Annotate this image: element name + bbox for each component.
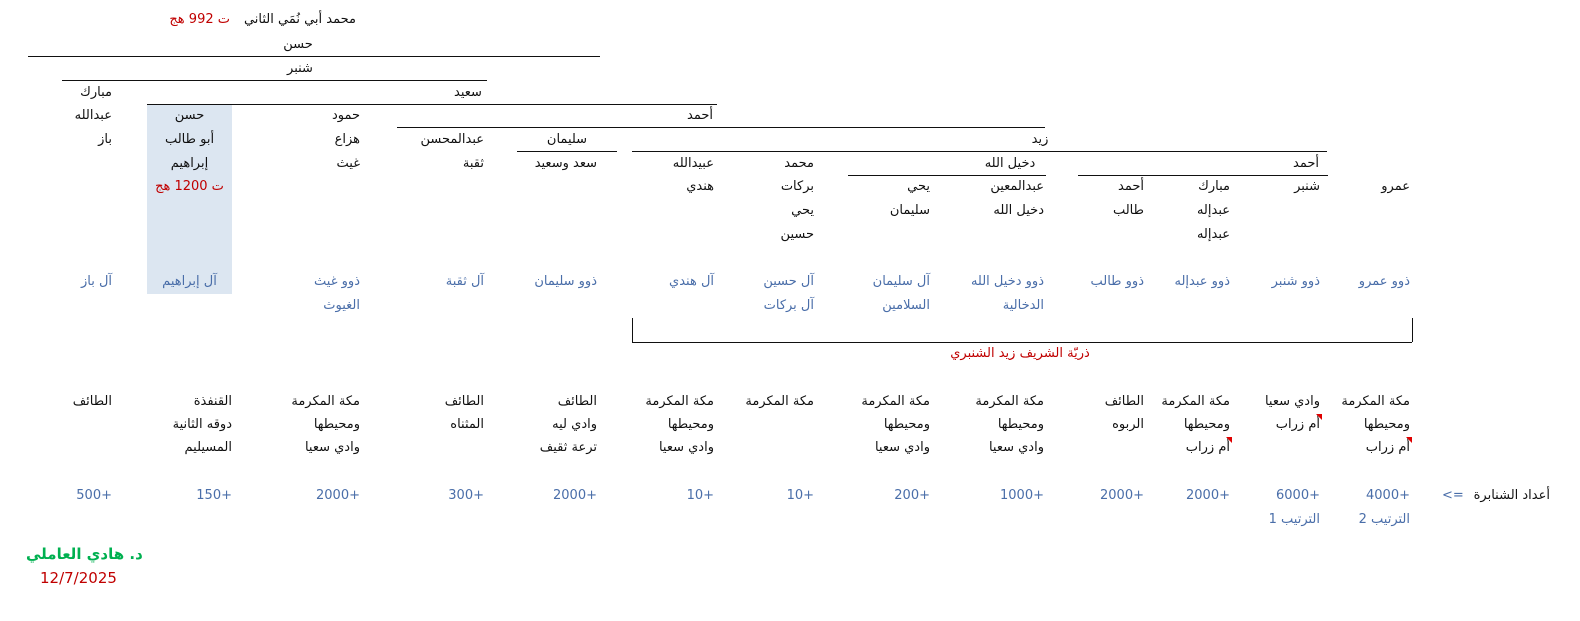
gen8-abdilah-2: عبدإله bbox=[1196, 227, 1230, 242]
loc-sulaiman2-1: مكة المكرمة bbox=[861, 394, 930, 409]
loc-baz-1: الطائف bbox=[72, 394, 112, 409]
gen5-ahmad: أحمد bbox=[687, 108, 713, 123]
loc-talib-1: الطائف bbox=[1104, 394, 1144, 409]
gen2-hasan: حسن bbox=[283, 37, 313, 52]
loc-ghaith-1: مكة المكرمة bbox=[291, 394, 360, 409]
root-name: محمد أبي نُمَي الثاني bbox=[243, 12, 356, 27]
loc-hindi-2: ومحيطها bbox=[667, 417, 714, 432]
loc-sulaiman2-2: ومحيطها bbox=[883, 417, 930, 432]
gen8-dakhilallah: دخيل الله bbox=[993, 203, 1044, 218]
gen8-yahya-dakhil: يحي bbox=[907, 179, 930, 194]
clan-amro: ذوو عمرو bbox=[1358, 274, 1410, 289]
loc-amro-3: أم زراب bbox=[1365, 440, 1410, 455]
gen5-abdullah: عبدالله bbox=[74, 108, 112, 123]
zaid-descendants-label: ذريّة الشريف زيد الشنبري bbox=[950, 346, 1090, 361]
gen8-ahmad: أحمد bbox=[1118, 179, 1144, 194]
count-dakhilallah: 1000+ bbox=[1000, 488, 1044, 503]
clan-shanbar: ذوو شنبر bbox=[1271, 274, 1320, 289]
loc-hindi-1: مكة المكرمة bbox=[645, 394, 714, 409]
count-sulaiman2: 200+ bbox=[894, 488, 930, 503]
loc-husain-1: مكة المكرمة bbox=[745, 394, 814, 409]
loc-thaqba-2: المثناه bbox=[450, 417, 484, 432]
loc-dakhilallah-1: مكة المكرمة bbox=[975, 394, 1044, 409]
clan-talib: ذوو طالب bbox=[1090, 274, 1144, 289]
comment-flag-icon[interactable] bbox=[1226, 437, 1232, 443]
bracket-left bbox=[632, 318, 633, 342]
hasan-death-date: ت 1200 هج bbox=[155, 179, 224, 194]
loc-dakhilallah-2: ومحيطها bbox=[997, 417, 1044, 432]
gen7-saad-saeed: سعد وسعيد bbox=[534, 156, 597, 171]
counts-arrow: <= bbox=[1442, 488, 1464, 503]
line-gen5 bbox=[397, 127, 1045, 128]
gen6-abu-talib: أبو طالب bbox=[164, 132, 215, 147]
clan-ibrahim: آل إبراهيم bbox=[162, 274, 217, 289]
clan-dakhilallah-2: الدخالية bbox=[1002, 298, 1044, 313]
counts-label: أعداد الشنابرة bbox=[1473, 488, 1550, 503]
gen3-shanbar: شنبر bbox=[287, 61, 313, 76]
loc-hindi-3: وادي سعيا bbox=[658, 440, 714, 455]
count-husain: 10+ bbox=[786, 488, 814, 503]
gen7-mohammad: محمد bbox=[784, 156, 814, 171]
gen5-hasan: حسن bbox=[174, 108, 205, 123]
bracket-right bbox=[1412, 318, 1413, 342]
gen8-mubarak: مبارك bbox=[1198, 179, 1230, 194]
rank-shanbar: الترتيب 1 bbox=[1268, 512, 1320, 527]
gen6-sulaiman: سليمان bbox=[546, 132, 588, 147]
clan-hindi: آل هندي bbox=[669, 274, 714, 289]
loc-shanbar-2: أم زراب bbox=[1275, 417, 1320, 432]
clan-husain-2: آل بركات bbox=[763, 298, 814, 313]
clan-husain-1: آل حسين bbox=[763, 274, 814, 289]
loc-dakhilallah-3: وادي سعيا bbox=[988, 440, 1044, 455]
gen7-ahmad: أحمد bbox=[1293, 156, 1319, 171]
gen6-zaid: زيد bbox=[1031, 132, 1049, 147]
loc-abdilah-3: أم زراب bbox=[1185, 440, 1230, 455]
gen8-sulaiman-dakhil: سليمان bbox=[889, 203, 930, 218]
gen8-amro: عمرو bbox=[1381, 179, 1410, 194]
loc-sulaiman-3: ترعة ثقيف bbox=[539, 440, 597, 455]
gen7-ibrahim: إبراهيم bbox=[170, 156, 209, 171]
clan-sulaiman2-1: آل سليمان bbox=[872, 274, 930, 289]
loc-shanbar-1: وادي سعيا bbox=[1264, 394, 1320, 409]
gen6-hazza: هزاع bbox=[334, 132, 360, 147]
clan-ghaith-1: ذوو غيث bbox=[314, 274, 360, 289]
gen8-husain: حسين bbox=[780, 227, 814, 242]
gen8-abdilah-1: عبدإله bbox=[1196, 203, 1230, 218]
loc-ibrahim-2: دوقه الثانية bbox=[172, 417, 232, 432]
gen4-saeed: سعيد bbox=[454, 85, 482, 100]
line-gen2 bbox=[28, 56, 600, 57]
gen7-dakhilallah: دخيل الله bbox=[984, 156, 1036, 171]
line-gen6 bbox=[632, 151, 1327, 152]
loc-ghaith-2: ومحيطها bbox=[313, 417, 360, 432]
loc-ghaith-3: وادي سعيا bbox=[304, 440, 360, 455]
count-ibrahim: 150+ bbox=[196, 488, 232, 503]
loc-thaqba-1: الطائف bbox=[444, 394, 484, 409]
root-death-date: ت 992 هج bbox=[169, 12, 230, 27]
loc-amro-1: مكة المكرمة bbox=[1341, 394, 1410, 409]
gen6-baz: باز bbox=[98, 132, 112, 147]
clan-ghaith-2: الغيوث bbox=[323, 298, 360, 313]
gen7-thaqba: ثقبة bbox=[462, 156, 484, 171]
count-sulaiman: 2000+ bbox=[553, 488, 597, 503]
loc-amro-2: ومحيطها bbox=[1363, 417, 1410, 432]
gen6-abdulmohsen: عبدالمحسن bbox=[420, 132, 484, 147]
clan-abdilah: ذوو عبدإله bbox=[1174, 274, 1230, 289]
count-amro: 4000+ bbox=[1366, 488, 1410, 503]
clan-baz: آل باز bbox=[80, 274, 112, 289]
loc-talib-2: الربوه bbox=[1112, 417, 1144, 432]
count-thaqba: 300+ bbox=[448, 488, 484, 503]
loc-sulaiman-1: الطائف bbox=[557, 394, 597, 409]
comment-flag-icon[interactable] bbox=[1316, 414, 1322, 420]
clan-dakhilallah-1: ذوو دخيل الله bbox=[970, 274, 1044, 289]
count-talib: 2000+ bbox=[1100, 488, 1144, 503]
gen4-mubarak: مبارك bbox=[80, 85, 112, 100]
clan-sulaiman2-2: السلامين bbox=[882, 298, 930, 313]
count-hindi: 10+ bbox=[686, 488, 714, 503]
loc-abdilah-2: ومحيطها bbox=[1183, 417, 1230, 432]
clan-sulaiman: ذوو سليمان bbox=[534, 274, 597, 289]
loc-ibrahim-1: القنفذة bbox=[193, 394, 232, 409]
gen8-talib: طالب bbox=[1112, 203, 1144, 218]
loc-sulaiman2-3: وادي سعيا bbox=[874, 440, 930, 455]
author-name: د. هادي العاملي bbox=[26, 545, 143, 563]
line-gen3 bbox=[62, 80, 487, 81]
count-ghaith: 2000+ bbox=[316, 488, 360, 503]
loc-abdilah-1: مكة المكرمة bbox=[1161, 394, 1230, 409]
author-date: 12/7/2025 bbox=[40, 569, 117, 587]
rank-amro: الترتيب 2 bbox=[1358, 512, 1410, 527]
clan-thaqba: آل ثقبة bbox=[445, 274, 484, 289]
gen8-hindi: هندي bbox=[686, 179, 714, 194]
gen7-ghaith: غيث bbox=[336, 156, 360, 171]
count-shanbar: 6000+ bbox=[1276, 488, 1320, 503]
gen8-barakat: بركات bbox=[780, 179, 814, 194]
loc-ibrahim-3: المسيليم bbox=[184, 440, 232, 455]
loc-sulaiman-2: وادي ليه bbox=[552, 417, 597, 432]
line-under-sulaiman bbox=[517, 151, 617, 152]
gen8-yahya-mohammad: يحي bbox=[791, 203, 814, 218]
comment-flag-icon[interactable] bbox=[1406, 437, 1412, 443]
gen7-obaidallah: عبيدالله bbox=[672, 156, 714, 171]
count-abdilah: 2000+ bbox=[1186, 488, 1230, 503]
count-baz: 500+ bbox=[76, 488, 112, 503]
gen8-abdulmuin: عبدالمعين bbox=[990, 179, 1044, 194]
gen5-hammoud: حمود bbox=[331, 108, 360, 123]
line-gen4 bbox=[147, 104, 717, 105]
gen8-shanbar: شنبر bbox=[1294, 179, 1320, 194]
